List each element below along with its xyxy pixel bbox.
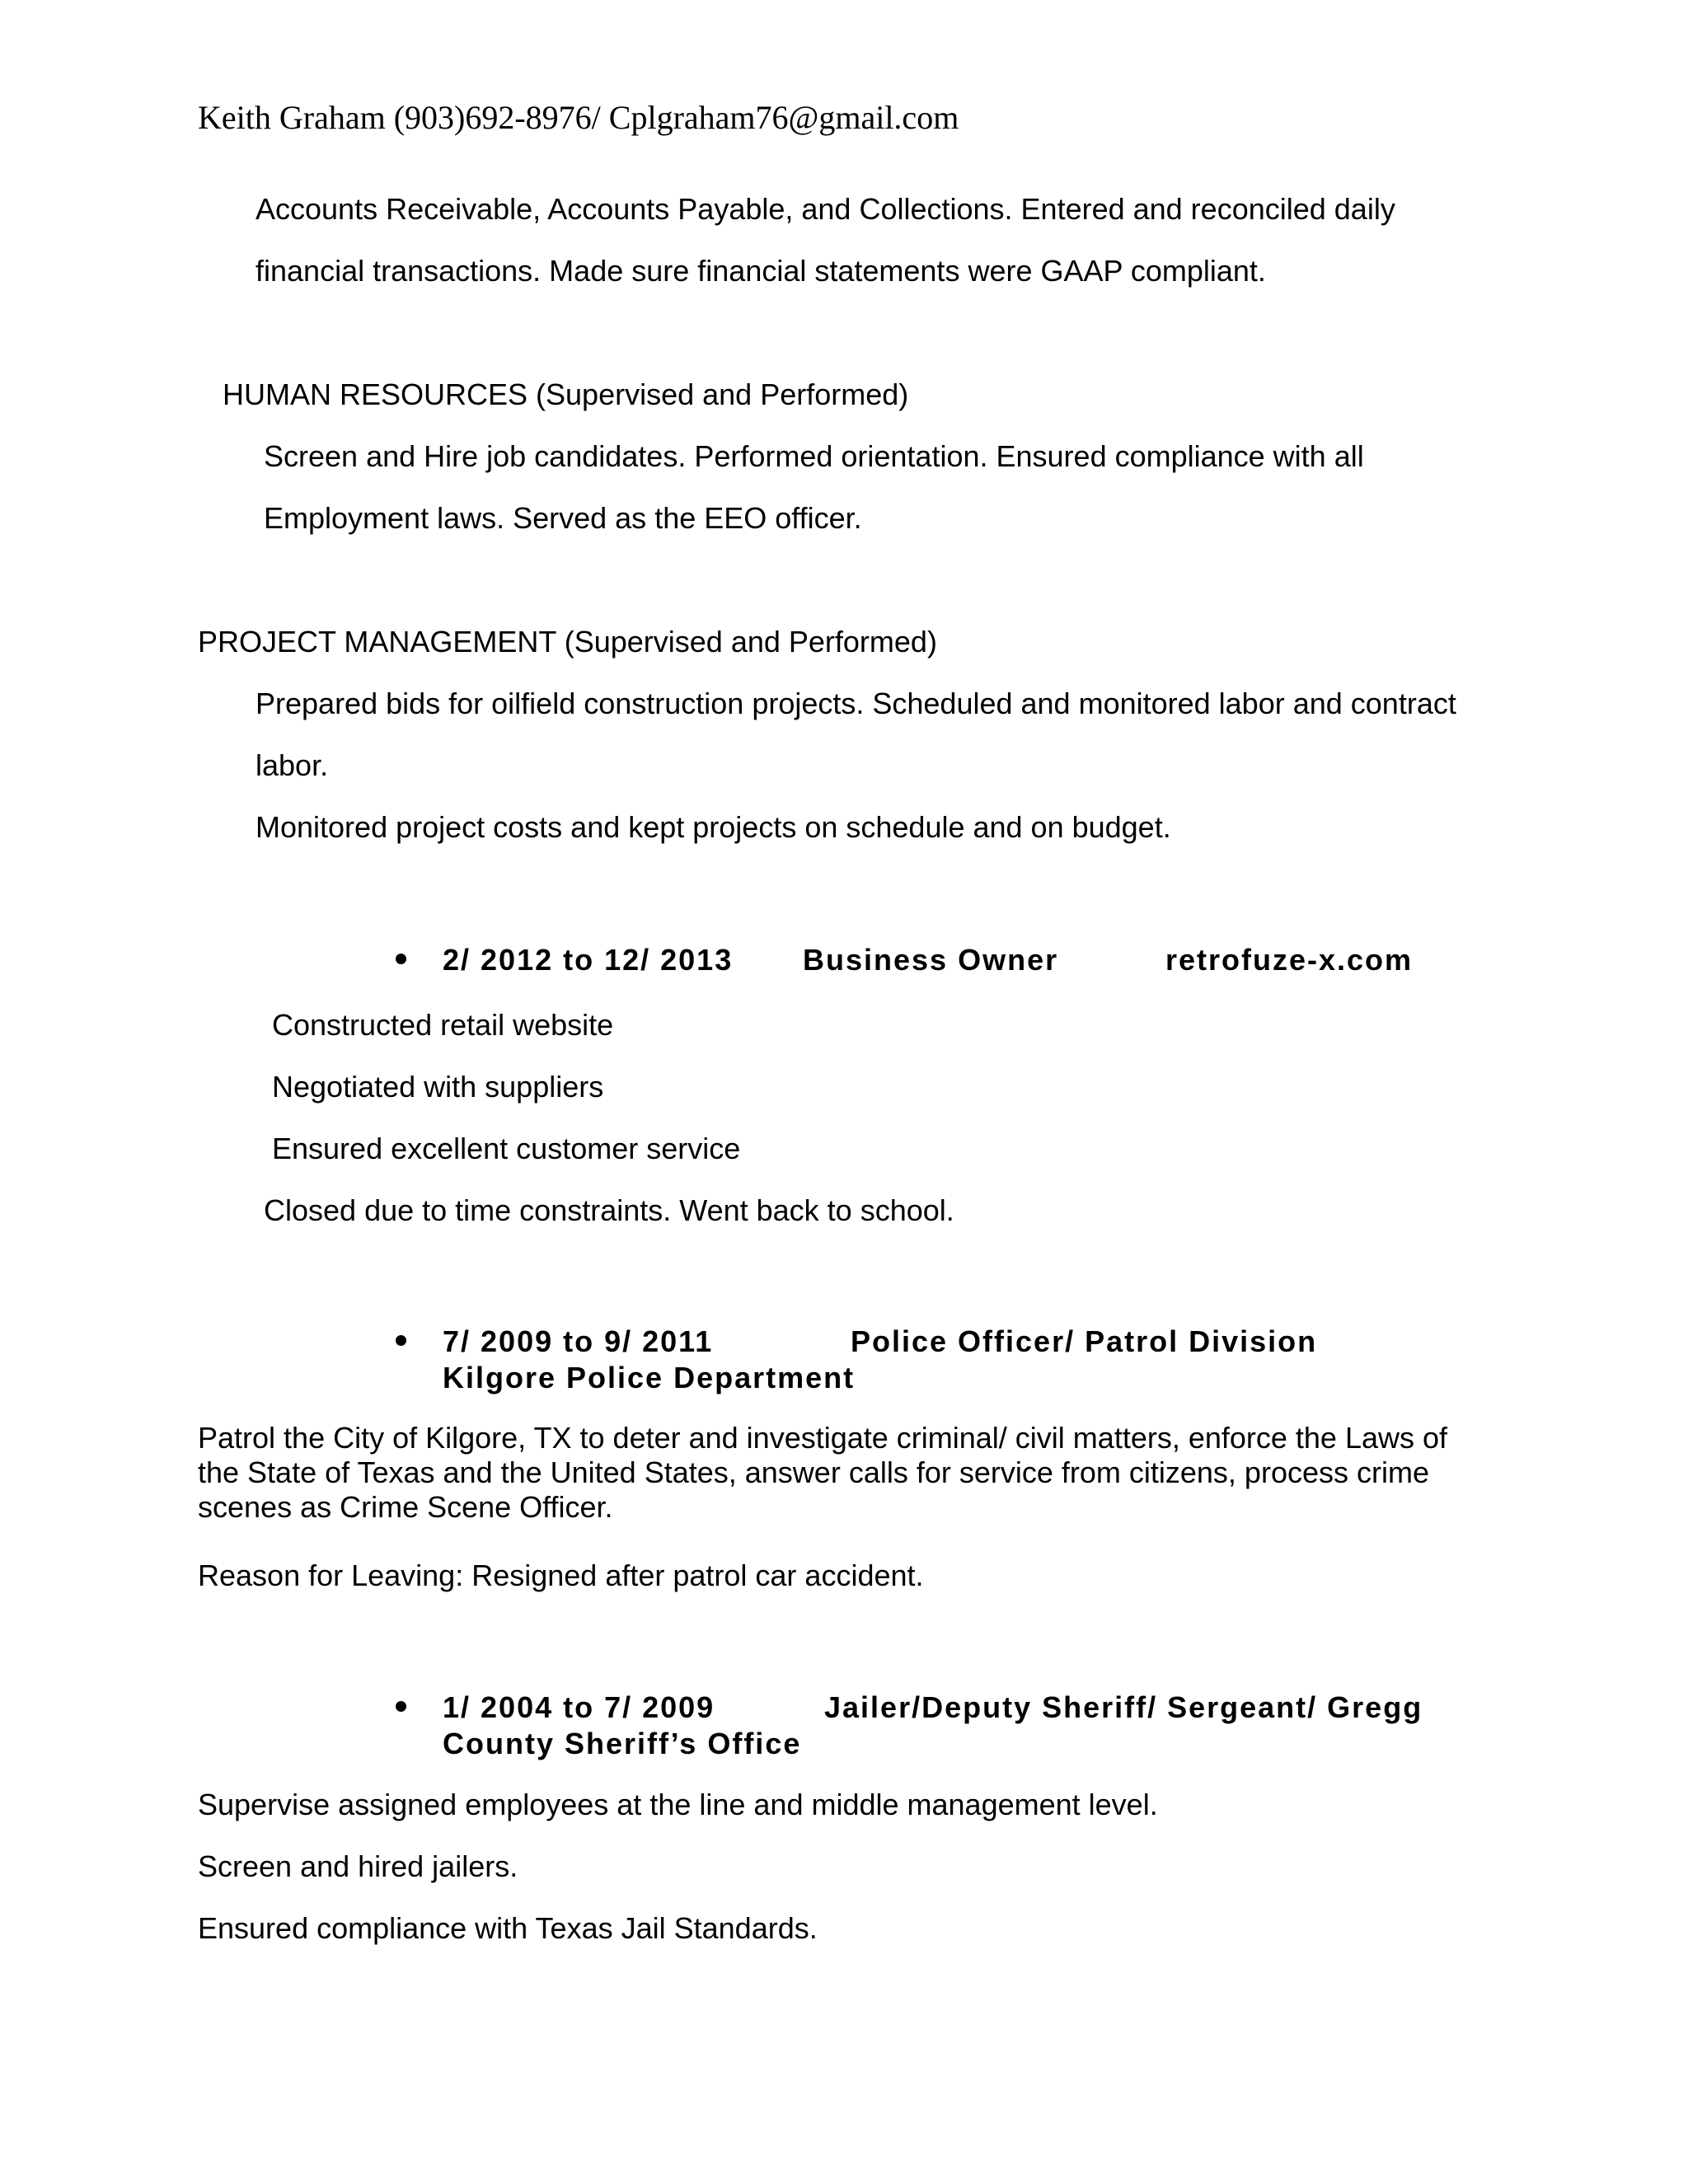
job-employer: retrofuze-x.com bbox=[1165, 943, 1414, 977]
job-duty: Screen and hired jailers. bbox=[198, 1849, 518, 1883]
job-title: Police Officer/ Patrol Division bbox=[851, 1324, 1318, 1358]
pm-heading: PROJECT MANAGEMENT (Supervised and Performed) bbox=[198, 625, 937, 658]
bullet-icon bbox=[396, 1701, 406, 1712]
job-dates: 7/ 2009 to 9/ 2011 bbox=[443, 1324, 714, 1358]
job-employer: Kilgore Police Department bbox=[443, 1361, 856, 1394]
job-note: Closed due to time constraints. Went back to school. bbox=[264, 1193, 954, 1227]
job-description: Patrol the City of Kilgore, TX to deter and investigate criminal/ civil matters, enforce the Laws of the State of Texas and the United States, answer calls for service from citizens, process crime scenes as Crime Scene Officer. bbox=[198, 1421, 1448, 1524]
job-title: Business Owner bbox=[803, 943, 1059, 977]
job-dates: 1/ 2004 to 7/ 2009 bbox=[443, 1690, 715, 1724]
pm-line-3: Monitored project costs and kept projects on schedule and on budget. bbox=[256, 810, 1171, 844]
job-duty: Ensured compliance with Texas Jail Standards. bbox=[198, 1911, 818, 1945]
job-dates: 2/ 2012 to 12/ 2013 bbox=[443, 943, 734, 977]
job-duty: Negotiated with suppliers bbox=[272, 1070, 604, 1104]
hr-line-1: Screen and Hire job candidates. Performed orientation. Ensured compliance with all bbox=[264, 439, 1364, 473]
hr-line-2: Employment laws. Served as the EEO officer. bbox=[264, 501, 862, 535]
contact-line: Keith Graham (903)692-8976/ Cplgraham76@gmail.com bbox=[198, 99, 959, 136]
job-reason-for-leaving: Reason for Leaving: Resigned after patrol car accident. bbox=[198, 1558, 924, 1592]
job-title-continued: County Sheriff’s Office bbox=[443, 1727, 802, 1760]
job-duty: Supervise assigned employees at the line and middle management level. bbox=[198, 1788, 1158, 1821]
accounting-line-2: financial transactions. Made sure financial statements were GAAP compliant. bbox=[256, 254, 1266, 288]
job-duty: Constructed retail website bbox=[272, 1008, 614, 1042]
hr-heading: HUMAN RESOURCES (Supervised and Performed) bbox=[223, 377, 909, 411]
bullet-icon bbox=[396, 954, 406, 964]
bullet-icon bbox=[396, 1335, 406, 1346]
pm-line-2: labor. bbox=[256, 748, 329, 782]
job-duty: Ensured excellent customer service bbox=[272, 1132, 741, 1165]
accounting-line-1: Accounts Receivable, Accounts Payable, and Collections. Entered and reconciled daily bbox=[256, 192, 1395, 226]
job-title: Jailer/Deputy Sheriff/ Sergeant/ Gregg bbox=[824, 1690, 1423, 1724]
pm-line-1: Prepared bids for oilfield construction projects. Scheduled and monitored labor and contract bbox=[256, 687, 1456, 720]
